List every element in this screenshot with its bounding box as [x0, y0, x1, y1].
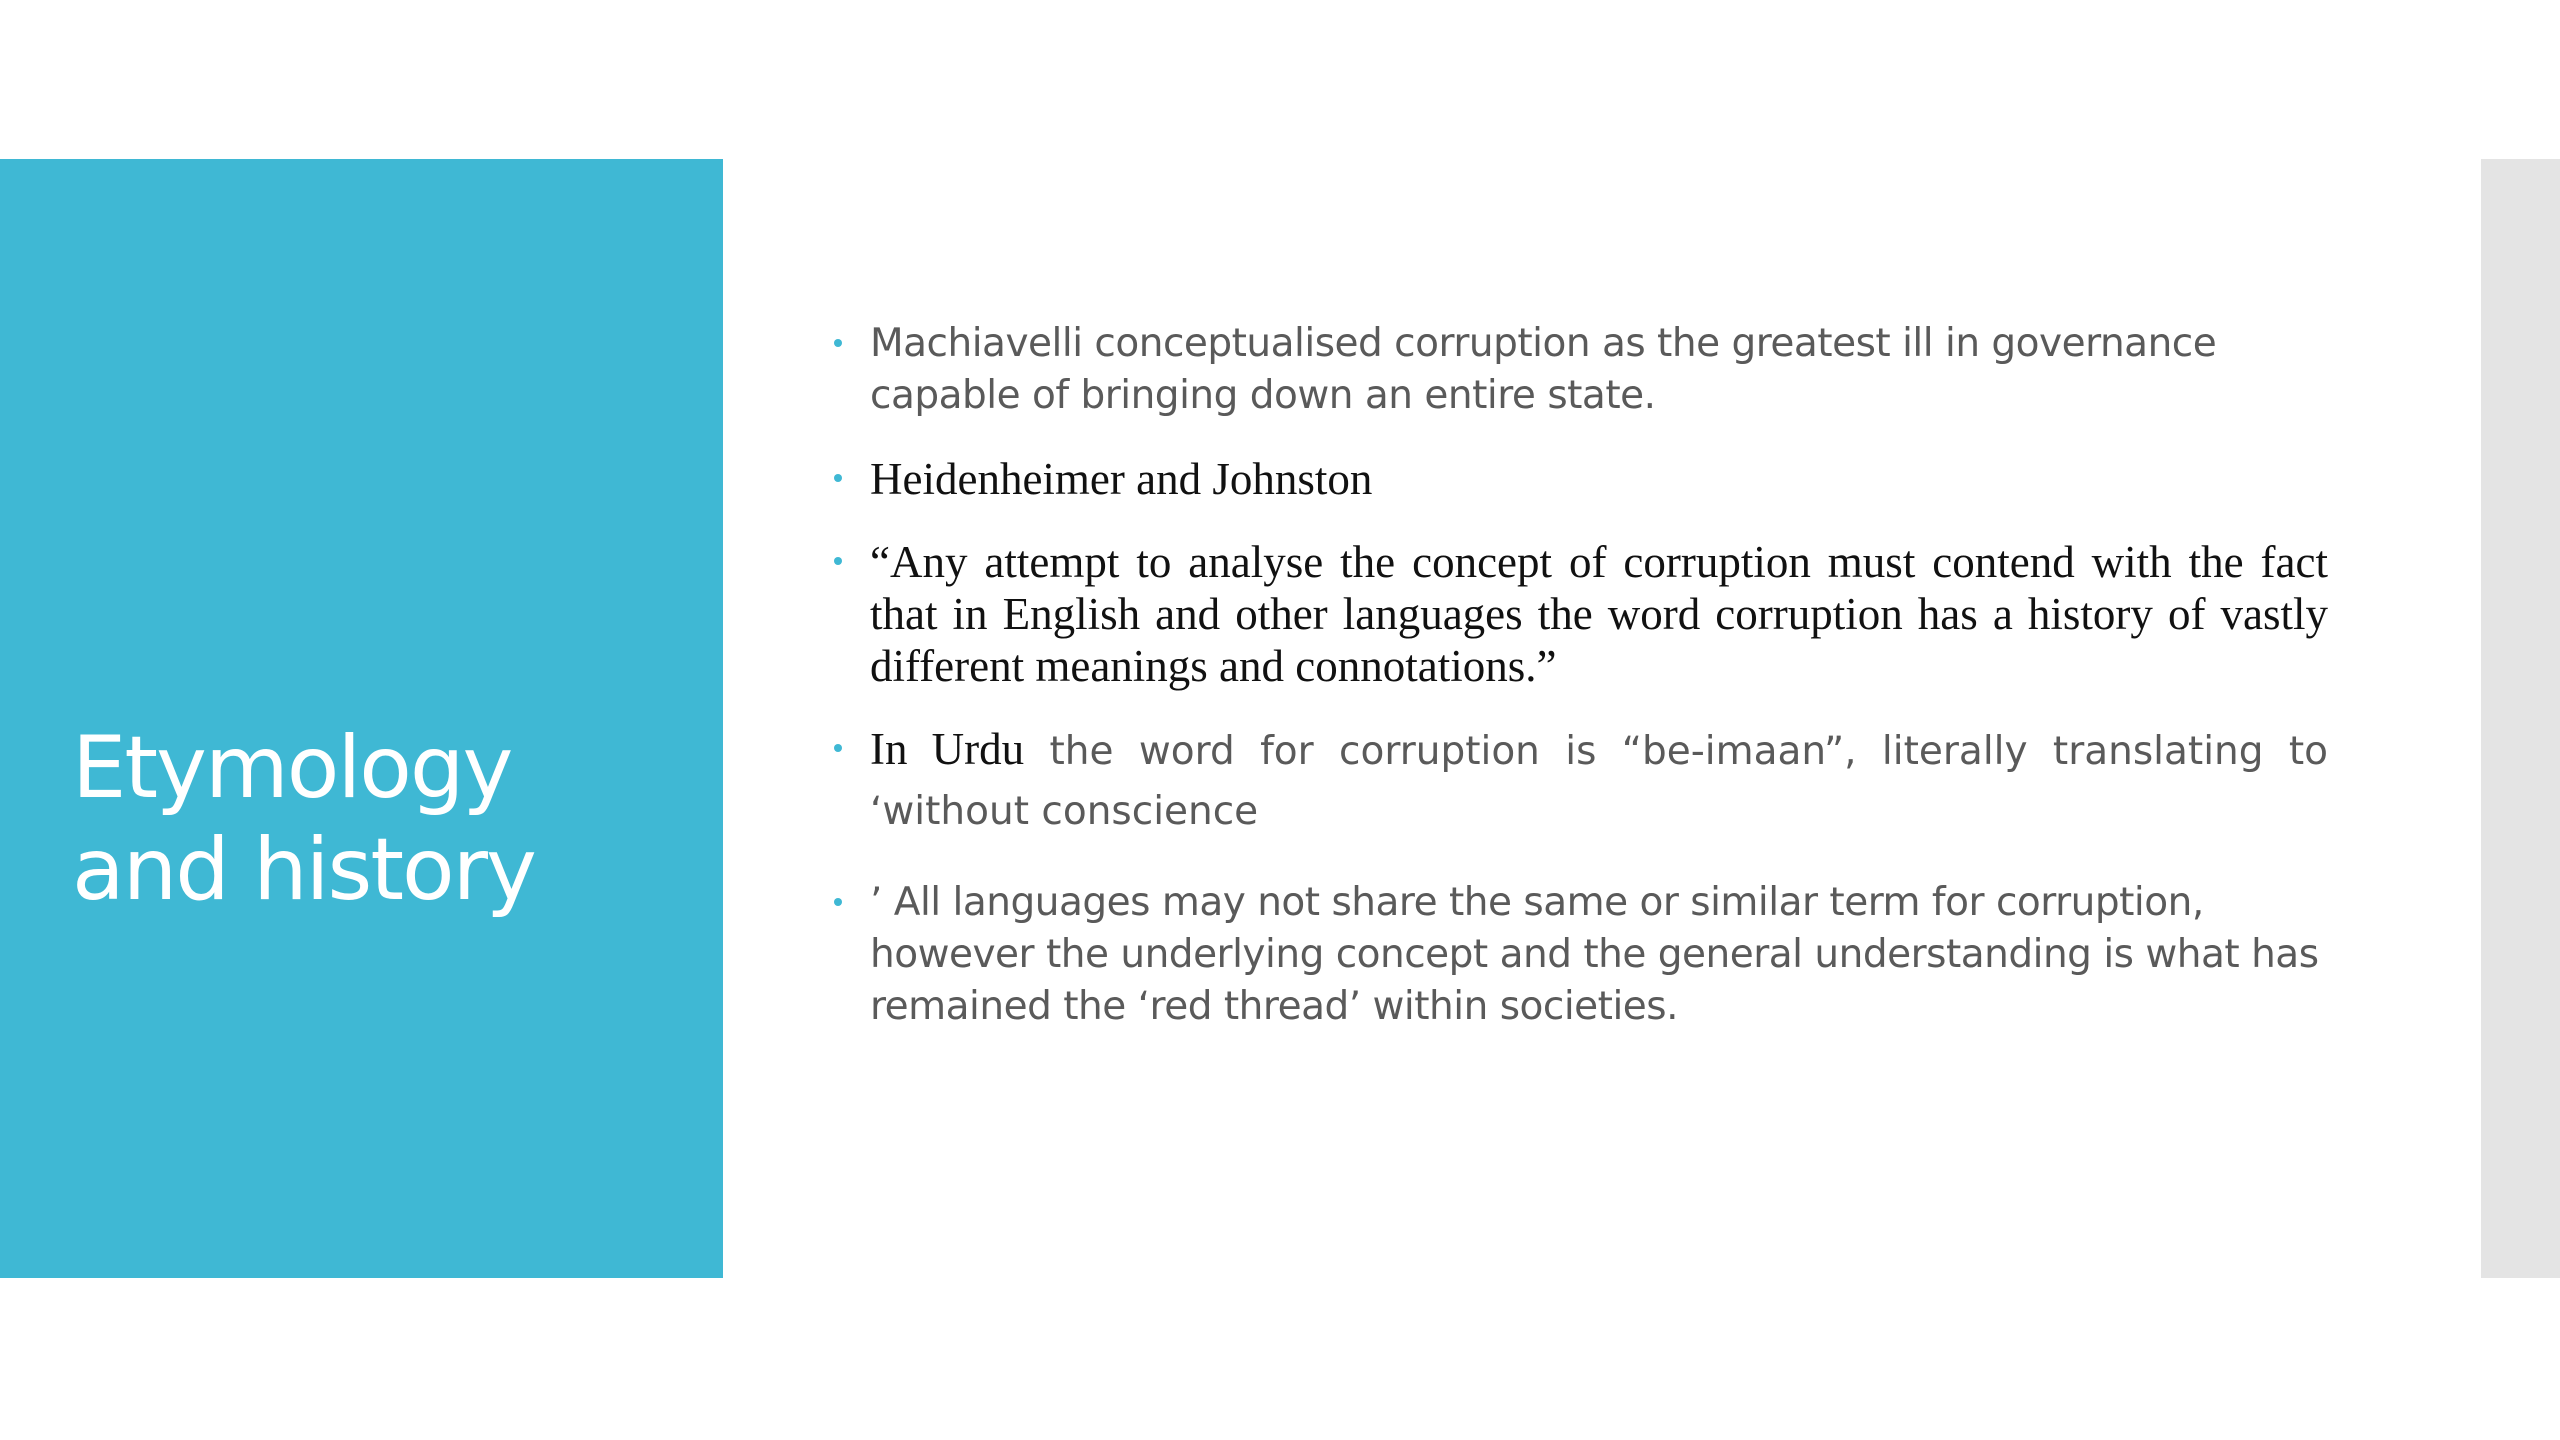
- bullet-text: Heidenheimer and Johnston: [870, 454, 1373, 504]
- bullet-dot-icon: [834, 339, 842, 347]
- title-panel: [0, 159, 723, 1278]
- bullet-list: [826, 318, 2328, 1033]
- title-line-2: and history: [72, 820, 535, 920]
- slide-title: [72, 717, 692, 921]
- bullet-text: [870, 723, 2328, 846]
- bullet-text: ’ All languages may not share the same or similar term for corruption, however the underlying concept and the general understanding is what has remained the ‘red thread’ within societies.: [870, 880, 2319, 1029]
- bullet-dot-icon: [834, 744, 842, 752]
- bullet-item-machiavelli: [826, 318, 2328, 422]
- title-line-1: Etymology: [72, 718, 512, 818]
- bullet-body-text: the word for corruption is “be-imaan”, literally translating to ‘without conscience: [870, 729, 2329, 834]
- bullet-item-languages: [826, 877, 2328, 1033]
- bullet-dot-icon: [834, 557, 842, 565]
- bullet-dot-icon: [834, 474, 842, 482]
- bullet-item-quote: [826, 536, 2328, 692]
- bullet-item-urdu: [826, 723, 2328, 846]
- bullet-dot-icon: [834, 898, 842, 906]
- bullet-text: “Any attempt to analyse the concept of corruption must contend with the fact that in English and other languages the word corruption has a history of vastly different meanings and connotations.”: [870, 537, 2328, 691]
- bullet-lead-text: In Urdu: [870, 724, 1025, 774]
- slide-content: [826, 318, 2328, 1064]
- bullet-text: Machiavelli conceptualised corruption as the greatest ill in governance capable of bringing down an entire state.: [870, 321, 2217, 418]
- bullet-item-heidenheimer-johnston: [826, 453, 2328, 505]
- right-side-strip: [2481, 159, 2560, 1278]
